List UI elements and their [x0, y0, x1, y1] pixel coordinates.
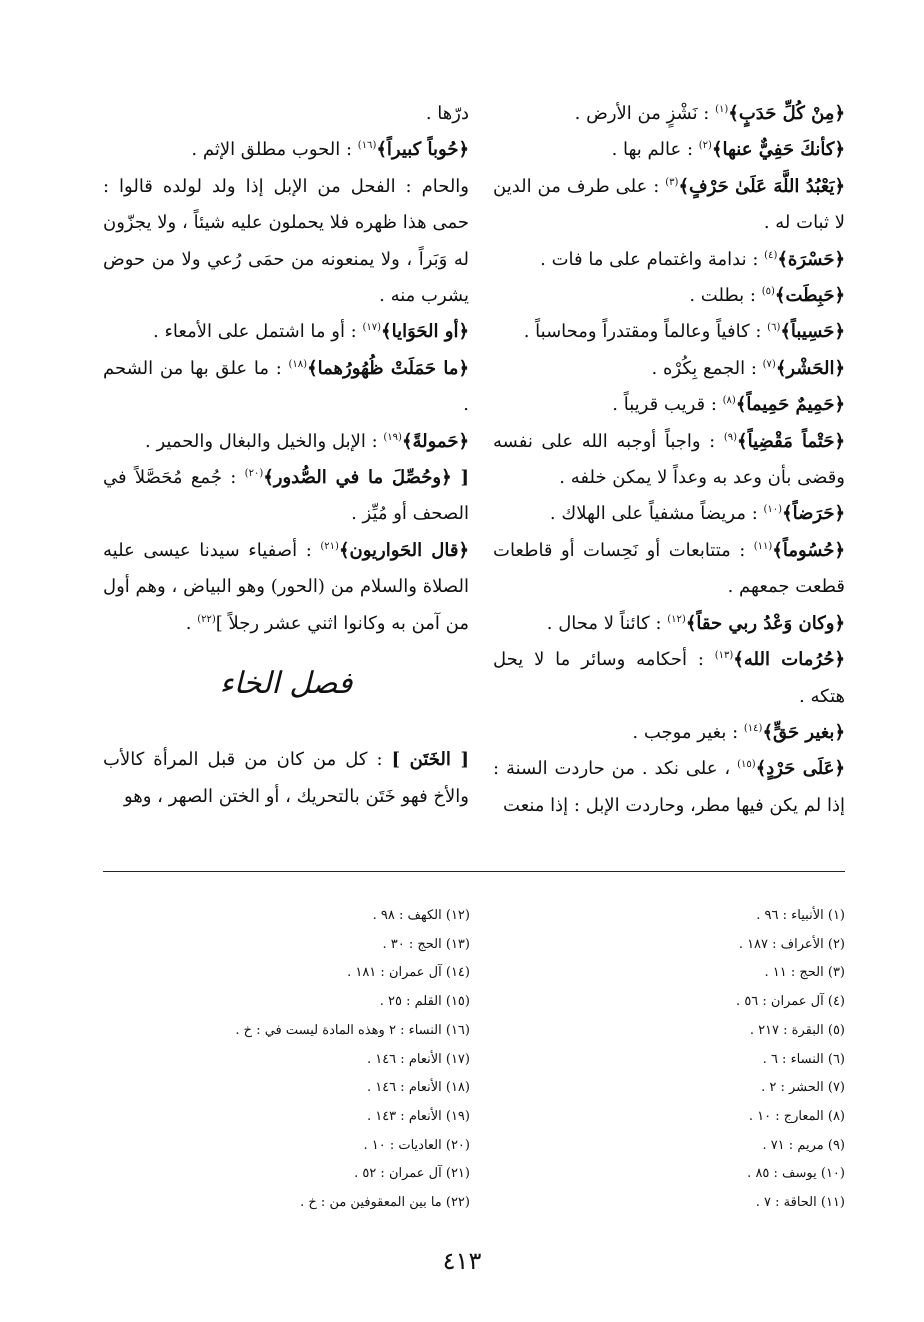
footnote-ref[interactable]: (١٤) [743, 722, 763, 734]
entry-term: ﴿ما حَمَلَتْ ظُهُورُهما﴾ [307, 357, 469, 379]
entry-term: ﴿حُوباً كبيراً﴾ [376, 139, 469, 161]
entry [493, 424, 845, 497]
entry [493, 169, 845, 242]
footnote-ref[interactable]: (١٠) [763, 504, 783, 516]
entry-text: : على طرف من الدين لا ثبات له . [493, 175, 845, 234]
footnote-ref[interactable]: (١٢) [667, 613, 686, 625]
right-column [493, 96, 845, 824]
footnote-ref[interactable]: (١٧) [362, 322, 382, 334]
entry-text: : الإبل والخيل والبغال والحمير . [145, 430, 378, 452]
entry-text: : متتابعات أو نَحِسات أو قاطعات قطعت جمعهم . [493, 539, 845, 598]
entry-text: : قريب قريباً . [612, 394, 717, 416]
entry [103, 424, 469, 460]
entry-term: ﴿مِنْ كُلِّ حَدَبٍ﴾ [728, 103, 845, 124]
entry-text: : ما علق بها من الشحم . [103, 357, 469, 416]
entry-term: [ ﴿وحُصِّلَ ما في الصُّدور﴾ [263, 467, 469, 489]
footnote: (١١) الحاقة : ٧ . [755, 1195, 845, 1211]
entry [103, 96, 469, 132]
footnote: (١٧) الأنعام : ١٤٦ . [366, 1051, 470, 1067]
footnote-ref[interactable]: (٩) [723, 431, 738, 443]
entry [493, 278, 845, 314]
entry [103, 533, 469, 642]
entry-term: ﴿أو الحَوَايا﴾ [381, 321, 469, 343]
footnote-ref[interactable]: (٣) [665, 176, 679, 188]
entry-text: : واجباً أوجبه الله على نفسه وقضى بأن وعد به وعداً لا يمكن خلفه . [493, 430, 845, 489]
entry-text: : الحوب مطلق الإثم . [191, 139, 353, 161]
footnote-ref[interactable]: (٢٢) [197, 613, 216, 625]
entry-term: ﴿حَسِيباً﴾ [780, 321, 845, 343]
entry-text: والحام : الفحل من الإبل إذا ولد لولده قالوا : حمى هذا ظهره فلا يحملون عليه شيئاً ، ولا يجزّون له وَبَراً ، ولا يمنعونه من حمَى رُعي ولا من حوض يشرب منه . [103, 175, 469, 307]
footnote: (٩) مريم : ٧١ . [762, 1137, 845, 1153]
entry [103, 169, 469, 315]
footnote: (١٩) الأنعام : ١٤٣ . [366, 1108, 470, 1124]
footnote-ref[interactable]: (١) [715, 104, 729, 115]
entry-term: ﴿وكان وَعْدُ ربي حقاً﴾ [685, 612, 845, 634]
entry-text: : أصفياء سيدنا عيسى عليه الصلاة والسلام من (الحور) وهو البياض ، وهم أول من آمن به وكانوا اثني عشر رجلاً ] [103, 539, 469, 634]
entry [493, 606, 845, 642]
entry [493, 96, 845, 132]
entry-term: ﴿حُرُمات الله﴾ [733, 649, 845, 671]
footnote-ref[interactable]: (١١) [753, 540, 773, 552]
entry-text: : بطلت . [689, 285, 756, 307]
entry-term: ﴿يَعْبُدُ اللَّهَ عَلَىٰ حَرْفٍ﴾ [678, 175, 845, 197]
footnote: (١٤) آل عمران : ١٨١ . [347, 965, 470, 981]
page-number: ٤١٣ [442, 1247, 482, 1275]
footnote: (١٥) القلم : ٢٥ . [379, 994, 470, 1010]
entry [493, 533, 845, 606]
entry-term: ﴿حَبِطَت﴾ [774, 285, 845, 307]
footnote-ref[interactable]: (١٩) [383, 431, 402, 443]
entry-term: ﴿قال الحَواريون﴾ [338, 539, 469, 561]
entry-text: ، على نكد . من حاردت السنة : إذا لم يكن فيها مطر، وحاردت الإبل : إذا منعت [493, 758, 845, 816]
entry [493, 132, 845, 168]
entry-term: ﴿عَلَى حَرْدٍ﴾ [755, 758, 845, 780]
footnote: (١) الأنبياء : ٩٦ . [756, 908, 845, 923]
entry-term: ﴿حَمولةً﴾ [401, 430, 469, 452]
entry [493, 314, 845, 350]
entry-term: ﴿كأنكَ حَفِيٌّ عنها﴾ [711, 139, 845, 161]
footnote-ref[interactable]: (٢٠) [244, 468, 264, 480]
footnote-ref[interactable]: (٧) [762, 358, 776, 370]
entry-term: ﴿الحَشْر﴾ [775, 357, 845, 379]
footnotes-right [620, 902, 845, 1218]
entry-text: : الجمع بِكُرْه . [651, 357, 757, 379]
entry-text: درّها . [425, 103, 469, 124]
footnote-ref[interactable]: (٢١) [320, 540, 339, 552]
footnote-ref[interactable]: (٥) [761, 286, 775, 298]
entry [103, 351, 469, 424]
entry-text: : أو ما اشتمل على الأمعاء . [153, 321, 357, 343]
entry-text: : مريضاً مشفياً على الهلاك . [549, 503, 758, 525]
footnote: (٤) آل عمران : ٥٦ . [736, 994, 845, 1010]
entry-text: : كافياً وعالماً ومقتدراً ومحاسباً . [523, 321, 762, 343]
entry-text: : ندامة واغتمام على ما فات . [540, 248, 759, 270]
entry-text: : بغير موجب . [632, 721, 739, 743]
footnote-ref[interactable]: (٦) [767, 322, 781, 334]
entry-term: ﴿حُسُوماً﴾ [772, 539, 845, 561]
entry [493, 642, 845, 715]
entry-text: : جُمع مُحَصَّلاً في الصحف أو مُيِّز . [103, 467, 469, 525]
footnote-ref[interactable]: (١٦) [357, 140, 377, 152]
entry-text: : أحكامه وسائر ما لا يحل هتكه . [493, 649, 845, 707]
entry-term: [ الخَتَن ] [391, 749, 469, 771]
entry-term: ﴿حَتْماً مَقْضِياً﴾ [737, 430, 845, 452]
footnote: (٢٢) ما بين المعقوفين من : خ . [300, 1195, 470, 1211]
footnote-ref[interactable]: (٢) [698, 140, 712, 152]
footnote: (٢) الأعراف : ١٨٧ . [738, 936, 845, 952]
footnote: (٧) الحشر : ٢ . [761, 1080, 845, 1096]
footnote-ref[interactable]: (٨) [722, 395, 736, 407]
entry [493, 242, 845, 278]
footnote-divider [103, 871, 845, 872]
entry [493, 715, 845, 751]
footnote: (٣) الحج : ١١ . [764, 965, 845, 981]
entry [103, 314, 469, 350]
footnote: (١٣) الحج : ٣٠ . [382, 936, 470, 952]
footnote-ref[interactable]: (١٣) [714, 650, 734, 662]
footnote: (١٦) النساء : ٢ وهذه المادة ليست في : خ . [235, 1022, 470, 1038]
section-heading: فصل الخاء [219, 666, 353, 702]
entry [103, 460, 469, 533]
footnote-ref[interactable]: (٤) [764, 249, 778, 261]
footnote: (١٠) يوسف : ٨٥ . [747, 1166, 845, 1182]
entry-text: : كائناً لا محال . [546, 612, 662, 634]
entry-term: ﴿بغير حَقٍّ﴾ [762, 721, 845, 743]
entry [103, 132, 469, 168]
entry [103, 742, 469, 815]
left-column [103, 96, 469, 815]
entry [493, 751, 845, 824]
entry [493, 496, 845, 532]
entry [493, 387, 845, 423]
entry-text: : عالم بها . [611, 139, 694, 161]
entry-term: ﴿حَمِيمٌ حَمِيماً﴾ [735, 394, 845, 416]
footnote-ref[interactable]: (١٥) [737, 759, 756, 771]
footnote: (٢١) آل عمران : ٥٢ . [354, 1166, 470, 1182]
footnote: (٦) النساء : ٦ . [762, 1051, 845, 1067]
entry-term: ﴿حَرَضاً﴾ [782, 503, 845, 525]
footnote: (١٢) الكهف : ٩٨ . [372, 908, 470, 923]
entry-text: . [185, 612, 198, 634]
footnote: (٨) المعارج : ١٠ . [748, 1108, 845, 1124]
entry-text: : نَشْزٍ من الأرض . [574, 103, 710, 124]
footnote: (١٨) الأنعام : ١٤٦ . [366, 1080, 470, 1096]
entry-text: : كل من كان من قبل المرأة كالأب والأخ فهو خَتَن بالتحريك ، أو الختن الصهر ، وهو [103, 749, 469, 807]
footnotes-left [160, 902, 470, 1218]
entry-term: ﴿حَسْرَة﴾ [777, 248, 845, 270]
footnote: (٥) البقرة : ٢١٧ . [749, 1022, 845, 1038]
footnote: (٢٠) العاديات : ١٠ . [363, 1137, 470, 1153]
entry [493, 351, 845, 387]
footnote-ref[interactable]: (١٨) [288, 358, 308, 370]
